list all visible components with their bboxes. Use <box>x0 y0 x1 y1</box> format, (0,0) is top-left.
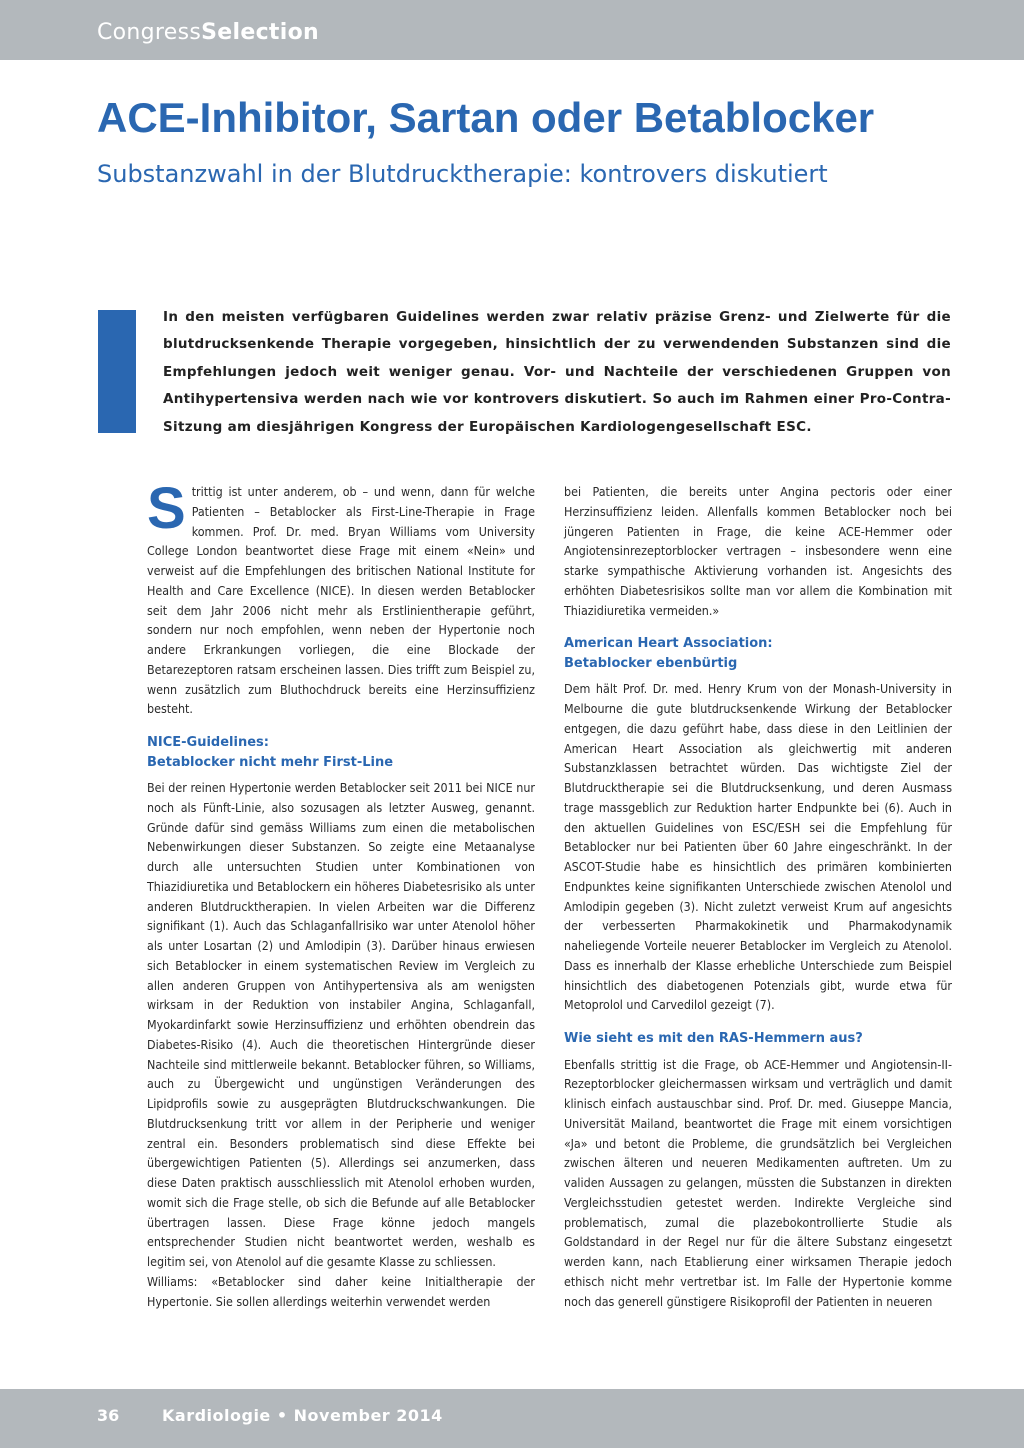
brand-logo <box>97 18 319 48</box>
section-heading-aha <box>564 634 952 673</box>
left-paragraph-2: Bei der reinen Hypertonie werden Betablocker seit 2011 bei NICE nur noch als Fünft-Linie, also sozusagen als letzter Ausweg, genannt. Gründe dafür sind gemäss Williams zum einen die metabolischen Nebenwirkungen dieser Substanzen. So zeigte eine Metaanalyse durch alle untersuchten Studien unter Kombinationen von Thiazidiuretika und Betablockern ein höheres Diabetesrisiko als unter anderen Blutdrucktherapien. In vielen Arbeiten war die Differenz signifikant (1). Auch das Schlaganfallrisiko war unter Atenolol höher als unter Losartan (2) und Amlodipin (3). Darüber hinaus erwiesen sich Betablocker in einem systematischen Review im Vergleich zu allen anderen Gruppen von Antihypertensiva als am wenigsten wirksam in der Reduktion von instabiler Angina, Schlaganfall, Myokardinfarkt sowie Herzinsuffizienz und erhöhten obendrein das Diabetes-Risiko (4). Auch die theoretischen Hintergründe dieser Nachteile sind mittlerweile bekannt. Betablocker führen, so Williams, auch zu Übergewicht und ungünstigen Veränderungen des Lipidprofils sowie zu ausgeprägten Blutdruckschwankungen. Die Blutdrucksenkung tritt vor allem in der Peripherie und weniger zentral ein. Besonders problematisch sind diese Effekte bei übergewichtigen Patienten (5). Allerdings sei anzumerken, dass diese Daten praktisch ausschliesslich mit Atenolol erhoben wurden, womit sich die Frage stelle, ob sich die Befunde auf alle Betablocker übertragen lassen. Diese Frage könne jedoch mangels entsprechender Studien nicht beantwortet werden, weshalb es legitim sei, von Atenolol auf die gesamte Klasse zu schliessen. <box>147 780 535 1269</box>
left-paragraph-3: Williams: «Betablocker sind daher keine Initialtherapie der Hypertonie. Sie sollen allerdings weiterhin verwendet werden <box>147 1273 535 1309</box>
right-paragraph-2: Dem hält Prof. Dr. med. Henry Krum von der Monash-University in Melbourne die gute blutdrucksenkende Wirkung der Betablocker entgegen, die dazu geführt habe, dass diese in den Leitlinien der American Heart Association als gleichwertig mit anderen Substanzklassen betrachtet würden. Das wichtigste Ziel der Blutdrucktherapie sei die Blutdrucksenkung, und deren Ausmass trage massgeblich zur Reduktion harter Endpunkte bei (6). Auch in den aktuellen Guidelines von ESC/ESH sei die Empfehlung für Betablocker nur bei Patienten über 60 Jahre eingeschränkt. In der ASCOT-Studie habe es hinsichtlich des primären kombinierten Endpunktes keine signifikanten Unterschiede zwischen Atenolol und Amlodipin gegeben (3). Nicht zuletzt verweist Krum auf angesichts der verbesserten Pharmakokinetik und Pharmakodynamik naheliegende Vorteile neuerer Betablocker im Vergleich zu Atenolol. Dass es innerhalb der Klasse erhebliche Unterschiede zum Beispiel hinsichtlich des diabetogenen Potenzials gibt, wurde etwa für Metoprolol und Carvedilol gezeigt (7). <box>564 681 952 1013</box>
left-paragraph-1 <box>147 476 535 719</box>
right-paragraph-1: bei Patienten, die bereits unter Angina pectoris oder einer Herzinsuffizienz leiden. Allenfalls kommen Betablocker noch bei jüngeren Patienten in Frage, die keine ACE-Hemmer oder Angiotensinrezeptorblocker vertragen – insbesondere wenn eine starke sympathische Aktivierung vorhanden ist. Angesichts des erhöhten Diabetesrisikos sollte man vor allem die Kombination mit Thiazidiuretika vermeiden.» <box>564 484 952 618</box>
lead-paragraph: In den meisten verfügbaren Guidelines werden zwar relativ präzise Grenz- und Zielwerte für die blutdrucksenkende Therapie vorgegeben, hinsichtlich der zu verwendenden Substanzen sind die Empfehlungen jedoch weit weniger genau. Vor- und Nachteile der verschiedenen Gruppen von Antihypertensiva werden nach wie vor kontrovers diskutiert. So auch im Rahmen einer Pro-Contra-Sitzung am diesjährigen Kongress der Europäischen Kardiologengesellschaft ESC. <box>163 309 951 435</box>
heading-line-1: NICE-Guidelines: <box>147 735 269 750</box>
header-bar <box>0 0 1024 60</box>
lead-initial-block <box>98 310 136 433</box>
right-paragraph-3: Ebenfalls strittig ist die Frage, ob ACE-Hemmer und Angiotensin-II-Rezeptorblocker gleichermassen wirksam und verträglich und damit klinisch einfach austauschbar sind. Prof. Dr. med. Giuseppe Mancia, Universität Mailand, beantwortet die Frage mit einem vorsichtigen «Ja» und betont die Probleme, die grundsätzlich bei Vergleichen zwischen älteren und neueren Medikamenten auftreten. Um zu validen Aussagen zu gelangen, müssten die Substanzen in direkten Vergleichsstudien getestet werden. Indirekte Vergleiche sind problematisch, zumal die plazebokontrollierte Studie als Goldstandard in der Regel nur für die ältere Substanz eingesetzt werden kann, nach Etablierung einer wirksamen Therapie jedoch ethisch nicht mehr vertretbar ist. Im Falle der Hypertonie komme noch das generell günstigere Risikoprofil der Patienten in neueren <box>564 1056 952 1309</box>
journal-issue: Kardiologie • November 2014 <box>162 1406 443 1425</box>
dropcap: S <box>147 476 186 541</box>
right-column <box>564 482 952 1311</box>
left-column <box>147 476 535 1311</box>
footer-bar <box>0 1389 1024 1448</box>
heading-line-1: American Heart Association: <box>564 636 773 652</box>
brand-bold: Selection <box>201 20 319 45</box>
article-title: ACE-Inhibitor, Sartan oder Betablocker <box>97 94 875 141</box>
section-heading-nice <box>147 733 535 772</box>
page-number: 36 <box>97 1406 120 1425</box>
left-paragraph-1-text: trittig ist unter anderem, ob – und wenn, dann für welche Patienten – Betablocker als First-Line-Therapie in Frage kommen. Prof. Dr. med. Bryan Williams vom University College London beantwortet diese Frage mit einem «Nein» und verweist auf die Empfehlungen des britischen National Institute for Health and Care Excellence (NICE). In diesen werden Betablocker seit dem Jahr 2006 nicht mehr als Erstlinientherapie geführt, sondern nur noch empfohlen, wenn neben der Hypertonie noch andere Erkrankungen vorliegen, die eine Blockade der Betarezeptoren ratsam erscheinen lassen. Dies trifft zum Beispiel zu, wenn zusätzlich zum Bluthochdruck bereits eine Herzinsuffizienz besteht. <box>147 484 535 717</box>
heading-line-2: Betablocker nicht mehr First-Line <box>147 754 394 770</box>
heading-line-2: Betablocker ebenbürtig <box>564 655 738 671</box>
article-subtitle: Substanzwahl in der Blutdrucktherapie: kontrovers diskutiert <box>97 160 828 188</box>
brand-light: Congress <box>97 20 202 45</box>
section-heading-ras: Wie sieht es mit den RAS-Hemmern aus? <box>564 1031 863 1046</box>
